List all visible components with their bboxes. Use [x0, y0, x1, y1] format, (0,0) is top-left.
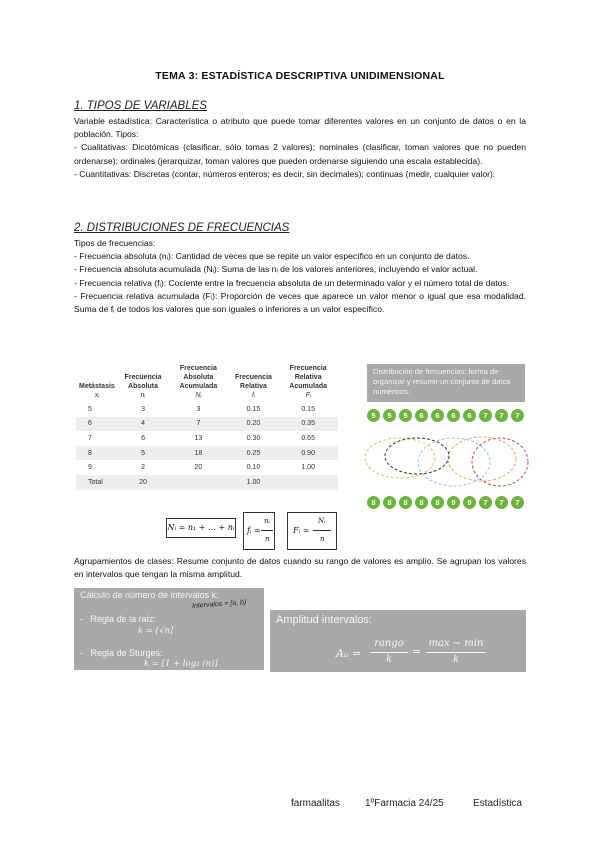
- formula-relative: fᵢ = nᵢ n: [243, 512, 275, 550]
- list-item: - Frecuencia relativa (fᵢ): Cociente entre la frecuencia absoluta de un determinado valor y el número total de datos.: [74, 277, 510, 288]
- ball: 8: [431, 496, 444, 509]
- ball: 6: [431, 409, 444, 422]
- ellipse-group-5: [365, 438, 435, 478]
- table-row: Total 20 1.00: [76, 475, 338, 490]
- ball: 6: [415, 409, 428, 422]
- ball: 7: [511, 409, 524, 422]
- footer-course: 1ºFarmacia 24/25: [365, 798, 444, 809]
- table-row: 6 4 7 0.20 0.35: [76, 417, 338, 432]
- fraction-numerator: rango: [374, 638, 404, 649]
- list-item: - Frecuencia absoluta (nᵢ): Cantidad de veces que se repite un valor específico en un conjunto de datos.: [74, 251, 470, 262]
- ball: 9: [447, 496, 460, 509]
- section-1-body: [74, 115, 526, 181]
- page-title: TEMA 3: ESTADÍSTICA DESCRIPTIVA UNIDIMENSIONAL: [155, 70, 445, 82]
- ball: 5: [399, 409, 412, 422]
- paragraph: Tipos de frecuencias:: [74, 238, 156, 248]
- footer-subject: Estadística: [473, 798, 522, 809]
- handwritten-note: Intervalos = [a, b): [191, 599, 247, 610]
- ball: 5: [383, 409, 396, 422]
- rule-root-label: - Regla de la raíz:: [80, 614, 157, 624]
- ellipse-group-7: [418, 438, 490, 486]
- column-header: Frecuencia Relativa fᵢ: [234, 374, 272, 399]
- agrupamientos-paragraph: Agrupamientos de clases: Resume conjunto de datos cuando su rango de valores es amplio. Se agrupan los valores en intervalos que tengan la misma amplitud.: [74, 556, 526, 580]
- intervals-box: [74, 588, 264, 670]
- rule-root-formula: k = [√n]: [138, 626, 174, 636]
- list-item: - Frecuencia absoluta acumulada (Nᵢ): Suma de las nᵢ de los valores anteriores, incluyendo el valor actual.: [74, 264, 478, 275]
- column-header: Frecuencia Absoluta Acumulada Nᵢ: [179, 365, 218, 399]
- ball: 8: [399, 496, 412, 509]
- ellipse-group-6: [385, 438, 449, 474]
- amplitude-box-title: Amplitud intervalos:: [276, 614, 372, 626]
- list-item: - Frecuencia relativa acumulada (Fᵢ): Proporción de veces que aparece un valor menor o igual que esa modalidad. Suma de fᵢ de todos los valores que son iguales o inferiores a un valor específico.: [74, 290, 526, 315]
- fraction-numerator: max − min: [428, 638, 484, 649]
- fraction-bar: [370, 652, 408, 653]
- paragraph: Variable estadística: Característica o atributo que puede tomar diferentes valores en un conjunto de datos o en la población. Tipos:: [74, 116, 526, 140]
- ball: 5: [367, 409, 380, 422]
- ball: 7: [495, 496, 508, 509]
- footer-author: farmaalitas: [291, 798, 340, 809]
- column-header: Frecuencia Relativa Acumulada Fᵢ: [289, 365, 328, 399]
- formula-relative-cumulative: Fᵢ = Nᵢ n: [287, 512, 337, 550]
- ball: 7: [479, 409, 492, 422]
- ball: 8: [415, 496, 428, 509]
- table-row: 9 2 20 0.10 1.00: [88, 464, 315, 472]
- rule-sturges-formula: k = [1 + log₂ (n)]: [144, 659, 218, 669]
- column-header: Frecuencia Absoluta nᵢ: [124, 374, 162, 399]
- equals-sign: =: [412, 645, 422, 658]
- ball: 8: [383, 496, 396, 509]
- column-header: Metástasis xᵢ: [79, 383, 115, 399]
- ball: 7: [495, 409, 508, 422]
- fraction-bar: [426, 652, 486, 653]
- section-2-body: [74, 237, 526, 316]
- definition-box: Distribución de frecuencias: forma de organizar y resumir un conjunto de datos numéricos.: [367, 364, 525, 402]
- rule-sturges-label: - Regla de Sturges:: [80, 648, 163, 658]
- table-row: 5 3 3 0.15 0.15: [88, 405, 315, 413]
- table-row: 8 5 18 0.25 0.90: [76, 446, 338, 461]
- fraction-denominator: k: [385, 654, 393, 665]
- frequency-table-container: [76, 362, 338, 500]
- amplitude-lhs: Aᵤ =: [336, 647, 362, 660]
- formula-cumulative-absolute: Nᵢ = n₁ + … + nᵢ: [166, 518, 236, 538]
- ball: 8: [367, 496, 380, 509]
- ball: 7: [479, 496, 492, 509]
- ball: 6: [463, 409, 476, 422]
- frequency-table: [76, 362, 338, 490]
- paragraph: - Cuantitativas: Discretas (contar, números enteros; es decir, sin decimales); continuas (medir, cualquier valor).: [74, 168, 496, 179]
- ellipse-group-9: [472, 438, 528, 486]
- paragraph: - Cualitativas: Dicotómicas (clasificar, sólo tomas 2 valores); nominales (clasificar, toman valores que no pueden ordenarse); ordinales (jerarquizar, toman valores que pueden ordenarse siguiendo una escala establecida).: [74, 142, 526, 166]
- fraction-bar: [261, 530, 273, 531]
- ball: 9: [463, 496, 476, 509]
- section-1-heading: 1. TIPOS DE VARIABLES: [74, 100, 207, 112]
- frequency-balls-illustration: [362, 404, 532, 512]
- section-2-heading: 2. DISTRIBUCIONES DE FRECUENCIAS: [74, 222, 290, 234]
- amplitude-box: [270, 610, 526, 672]
- ball: 6: [447, 409, 460, 422]
- table-header-row: [76, 362, 338, 402]
- table-row: 7 6 13 0.30 0.65: [88, 434, 315, 442]
- ellipse-group-8: [448, 437, 516, 481]
- intervals-box-title: Cálculo de número de intervalos k:: [80, 590, 219, 600]
- ball: 7: [511, 496, 524, 509]
- fraction-denominator: k: [452, 654, 460, 665]
- fraction-bar: [313, 530, 331, 531]
